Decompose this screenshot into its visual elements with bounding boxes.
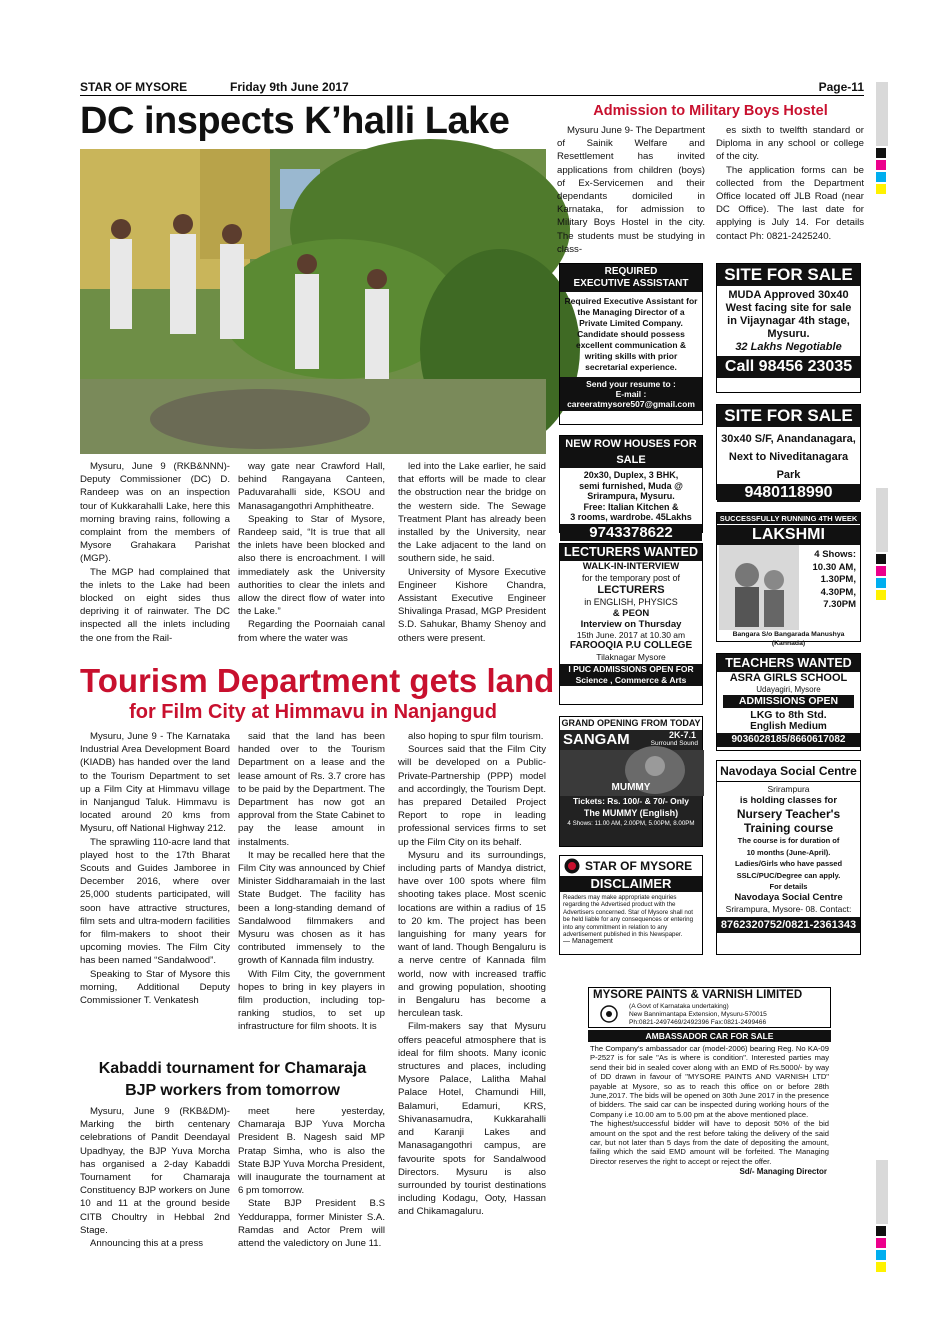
cmyk-marks-mid: [876, 554, 886, 602]
paper-name: STAR OF MYSORE: [80, 80, 188, 94]
ad-executive-assistant: REQUIRED EXECUTIVE ASSISTANT Required Executive Assistant for the Managing Director of a Private Limited Company. Candidate should possess excellent communication & writing skills with prior secretarial experience. Send your resume to : E-mail : careeratmysore507@gmail.com: [559, 263, 703, 425]
kabaddi-col-1: Mysuru, June 9 (RKB&DM)- Marking the birth centenary celebrations of Pandit Deendayal Upadhyay, the BJP Yuva Morcha has organised a 2-day Kabaddi Tournament for Chamaraja Constituency BJP workers on June 10 and 11 at the ground beside CITB Choultry in Hebbal 2nd Stage. Announcing this at a press: [80, 1106, 230, 1250]
registration-strip-bottom: [876, 1160, 888, 1224]
page-date: Friday 9th June 2017: [230, 80, 349, 94]
lake-headline: DC inspects K’halli Lake: [80, 100, 510, 142]
tourism-subhead: for Film City at Himmavu in Nanjangud: [129, 701, 497, 723]
ad-sangam: GRAND OPENING FROM TODAY SANGAM 2K-7.1 Surround Sound MUMMY Tickets: Rs. 100/- & 70/- Only The MUMMY (English) 4 Shows: 11.00 AM, 2.00PM, 5.00PM, 8.00PM: [559, 716, 703, 847]
military-col-2: es sixth to twelfth standard or Diploma in any school or college of the city. The application forms can be collected from the Department Office located off JLB Road (near DC Office). The last date for applying is July 14. For details contact Ph: 0821-2425240.: [716, 125, 864, 242]
tourism-col-1: Mysuru, June 9 - The Karnataka Industrial Area Development Board (KIADB) has handed over the land to the Tourism Department to set up a Film City at Himmavu village in Nanjangud Taluk. Himmavu is located around 20 kms from Mysuru, off National Highway 212. The sprawling 110-acre land that played host to the 17th Bharat Scouts and Guides Jamboree in December 2016, where over 25,000 students participated, will soon have attractive structures, film sets and ultra-modern facilities for film-makers to shoot their upcoming movies. The Film City has been named “Sandalwood”. Speaking to Star of Mysore this morning, Additional Deputy Commissioner T. Venkatesh: [80, 731, 230, 1007]
page-number: Page-11: [818, 80, 864, 94]
star-of-mysore-logo-icon: [564, 858, 580, 874]
movie-poster-image: [719, 545, 799, 630]
lake-photo: [80, 149, 546, 454]
kabaddi-headline: Kabaddi tournament for Chamaraja BJP workers from tomorrow: [98, 1060, 367, 1099]
page-header: [80, 78, 864, 96]
email-link[interactable]: careeratmysore507@gmail.com: [567, 399, 695, 409]
cmyk-marks-bottom: [876, 1226, 886, 1274]
ad-lakshmi: SUCCESSFULLY RUNNING 4TH WEEK LAKSHMI 4 Shows: 10.30 AM, 1.30PM, 4.30PM, 7.30PM Bangara S/o Bangarada Manushya (Kannada): [716, 512, 861, 642]
lake-col-1: Mysuru, June 9 (RKB&NNN)- Deputy Commissioner (DC) D. Randeep was on an inspection tour of Kukkarahalli Lake, here this morning braving rains, following a complaint from the members of Mysore Grahakara Parishat (MGP). The MGP had complained that the inlets to the Lake had been blocked on eight sides thus depriving it of rainwater. The DC inspected all the inlets including the one from the Rail-: [80, 461, 230, 644]
tourism-headline: Tourism Department gets land: [80, 662, 555, 699]
lake-col-3: led into the Lake earlier, he said that efforts will be made to clear the obstruction near the bridge on the western side. The Sewage Treatment Plant has already been installed by the University, near the Lake adjacent to the land on southern side, he said. University of Mysore Executive Engineer Kishore Chandra, Assistant Executive Engineer Shivalinga Prasad, MGP President S.D. Sahukar, Bhamy Shenoy and others were present.: [398, 461, 546, 644]
military-col-1: Mysuru June 9- The Department of Sainik Welfare and Resettlement has invited applications from children (boys) of Ex-Servicemen and their dependants domiciled in Karnataka, for admission to Military Boys Hostel in the city. The students must be studying in class-: [557, 125, 705, 255]
ad-lecturers-wanted: LECTURERS WANTED WALK-IN-INTERVIEW for the temporary post of LECTURERS in ENGLISH, PHYSICS & PEON Interview on Thursday 15th June. 2017 at 10.30 am FAROOQIA P.U COLLEGE Tilaknagar Mysore I PUC ADMISSIONS OPEN FOR Science , Commerce & Arts: [559, 543, 703, 705]
ad-row-houses: NEW ROW HOUSES FOR SALE 20x30, Duplex, 3 BHK, semi furnished, Muda @ Srirampura, Mysuru. Free: Italian Kitchen & 3 rooms, wardrobe. 45Lakhs 9743378622: [559, 435, 703, 533]
kabaddi-col-2: meet here yesterday, Chamaraja BJP Yuva Morcha President B. Nagesh said MP Pratap Simha, who is also the State BJP Yuva Morcha President, will inaugurate the tournament at 6 pm tomorrow. State BJP President B.S Yeddurappa, former Minister S.A. Ramdas and Actor Prem will attend the valedictory on June 11.: [238, 1106, 385, 1250]
cmyk-marks-top: [876, 148, 886, 196]
karnataka-emblem-icon: [599, 1004, 619, 1024]
registration-strip-top: [876, 82, 888, 146]
tourism-col-3: also hoping to spur film tourism. Sources said that the Film City will be developed on a Public-Private-Partnership (PPP) model and accordingly, the Tourism Dept. has prepared Detailed Project Report to rope in leading professional services firms to set up the Film City on its behalf. Mysuru and its surroundings, including parts of Mandya district, have over 100 spots where film shooting takes place. Most scenic locations are within a radius of 15 to 20 km. The project has been languishing for many years for want of land. Though Bengaluru is a nerve centre of Kannada film world, now with increased traffic and growing population, shooting in Bengaluru has become a herculean task. Film-makers say that Mysuru offers peaceful atmosphere that is ideal for film shoots. Many iconic structures and places, including Mysore Palace, Lalitha Mahal Palace Hotel, Chamundi Hill, Balamuri, Edamuri, KRS, Shivanasamudra, Kukkarahalli and Karanji Lakes and Manasagangothri campus, are favourite spots for Sandalwood Directors. Mysuru is also surrounded by tourist destinations including Kodagu, Ooty, Hassan and Chikamagaluru.: [398, 731, 546, 1218]
lake-col-2: way gate near Crawford Hall, behind Rangayana Canteen, Paduvarahalli side, KSOU and Manasagangothri Amphitheatre. Speaking to Star of Mysore, Randeep said, “It is true that all the inlets have been blocked and also there is encroachment. I will immediately ask the University authorities to clear the inlets and allow the direct flow of water into the Lake.” Regarding the Poornaiah canal from where the water was: [238, 461, 385, 644]
ad-disclaimer: STAR OF MYSORE DISCLAIMER Readers may make appropriate enquiries regarding the Advertised product with the Advertisers concerned. Star of Mysore shall not be held liable for any consequences or entering into any commitment in relation to any advertisement published in this Newspaper. — Management: [559, 855, 703, 955]
tourism-col-2: said that the land has been handed over to the Tourism Department on a lease and the lease amount of Rs. 3.7 crore has to be paid by the Department. The Department has now got an approval from the State Cabinet to pay the lease amount in instalments. It may be recalled here that the Film City was announced by Chief Minister Siddharamaiah in the last State Budget. The facility has been a long-standing demand of Sandalwood filmmakers and Mysuru was chosen as it has contributed immensely to the growth of Kannada film industry. With Film City, the government hopes to bring in key players in film production, including top-ranking studios, to set up infrastructure for film shoots. It is: [238, 731, 385, 1033]
lake-inspection-image: [80, 149, 546, 454]
ad-mysore-paints: MYSORE PAINTS & VARNISH LIMITED (A Govt of Karnataka undertaking) New Bannimantapa Extension, Mysuru-570015 Ph:0821-2497469/2492396 Fax:0821-2499466 AMBASSADOR CAR FOR SALE The Company's ambassador car (model-2006) bearing Reg. No KA-09 P-2527 is for sale "As is where is condition". Interested parties may send their bid in sealed cover along with an EMD of Rs.5000/- by way of DD drawn in favour of "MYSORE PAINTS AND VARNISH LTD" payable at Mysore, so as to reach this office on or before 28th June,2017. The bids will be opened on 30th June 2017 in the presence of bidders. The said car can be inspected during working hours of the Company i.e 10.00 am to 5.00 pm at the above mentioned place. The highest/successful bidder will have to deposit 50% of the bid amount on the spot and the rest before taking the delivery of the said car, but not later than 5 days from the date of depositing the amount, failing which the said EMD amount will be forfeited. The Managing Director reserves the right to accept or reject the offer. Sd/- Managing Director: [590, 989, 829, 1177]
ad-site-for-sale-2: SITE FOR SALE 30x40 S/F, Anandanagara, Next to Niveditanagara Park 9480118990: [716, 404, 861, 500]
ad-teachers-wanted: TEACHERS WANTED ASRA GIRLS SCHOOL Udayagiri, Mysore ADMISSIONS OPEN LKG to 8th Std. English Medium 9036028185/8660617082: [716, 653, 861, 751]
registration-strip-mid: [876, 488, 888, 552]
ad-site-for-sale-1: SITE FOR SALE MUDA Approved 30x40 West facing site for sale in Vijaynagar 4th stage, Mysuru. 32 Lakhs Negotiable Call 98456 23035: [716, 263, 861, 393]
military-headline: Admission to Military Boys Hostel: [593, 103, 828, 119]
ad-navodaya: Navodaya Social Centre Srirampura is holding classes for Nursery Teacher's Training course The course is for duration of 10 months (June-April). Ladies/Girls who have passed SSLC/PUC/Degree can apply. For details Navodaya Social Centre Srirampura, Mysore- 08. Contact: 8762320752/0821-2361343: [716, 760, 861, 955]
